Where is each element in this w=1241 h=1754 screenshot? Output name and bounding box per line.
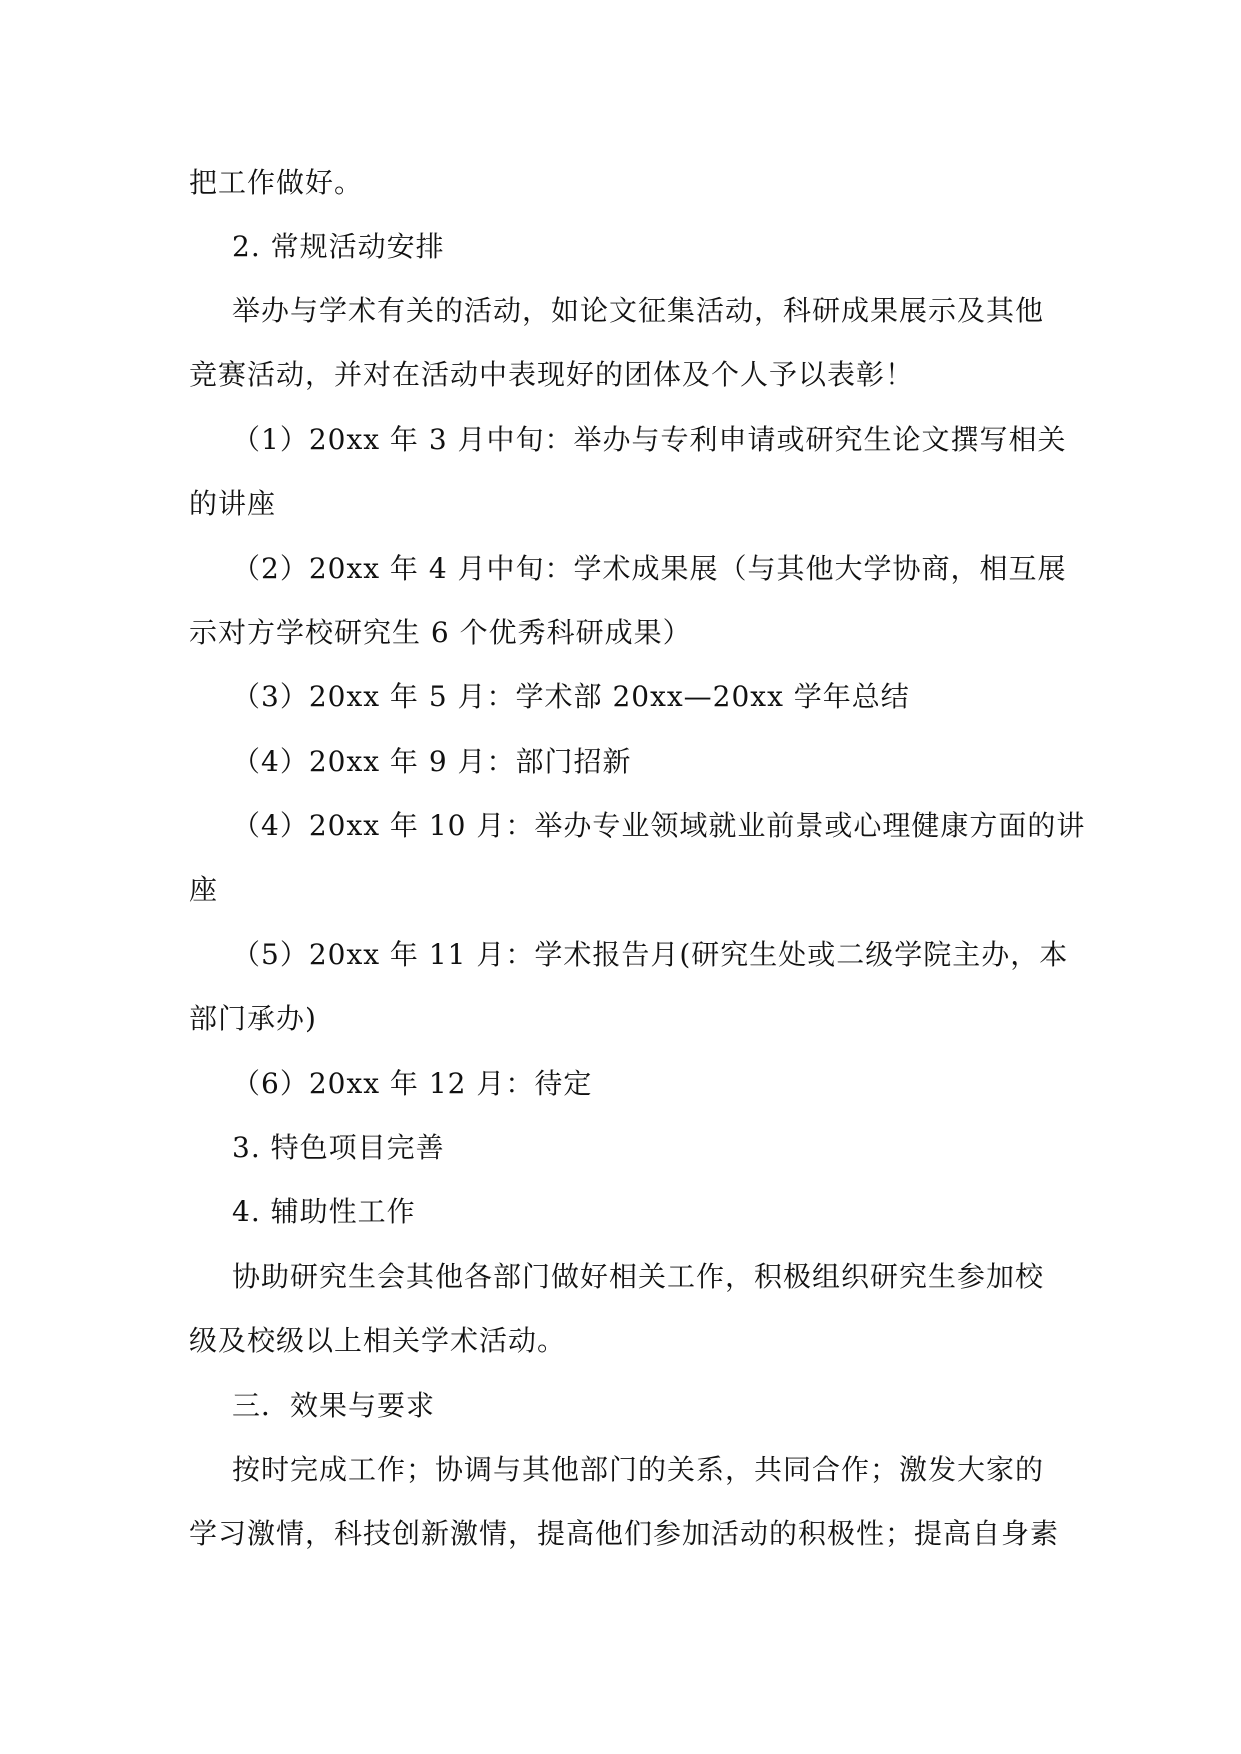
list-item: （2）20xx 年 4 月中旬：学术成果展（与其他大学协商，相互展 xyxy=(232,552,1067,585)
list-item: （1）20xx 年 3 月中旬：举办与专利申请或研究生论文撰写相关 xyxy=(232,423,1067,456)
section-heading: 3. 特色项目完善 xyxy=(232,1131,445,1164)
list-item-continuation: 部门承办) xyxy=(189,1002,317,1035)
paragraph-line: 举办与学术有关的活动，如论文征集活动，科研成果展示及其他 xyxy=(232,294,1045,327)
list-item-continuation: 座 xyxy=(189,873,219,906)
paragraph-line: 协助研究生会其他各部门做好相关工作，积极组织研究生参加校 xyxy=(232,1260,1045,1293)
list-item: （4）20xx 年 9 月：部门招新 xyxy=(232,745,632,778)
list-item: （3）20xx 年 5 月：学术部 20xx—20xx 学年总结 xyxy=(232,680,910,713)
section-heading: 三．效果与要求 xyxy=(232,1389,436,1422)
section-heading: 4. 辅助性工作 xyxy=(232,1195,416,1228)
list-item-continuation: 示对方学校研究生 6 个优秀科研成果） xyxy=(189,616,692,649)
list-item-continuation: 的讲座 xyxy=(189,487,277,520)
paragraph-line: 学习激情，科技创新激情，提高他们参加活动的积极性；提高自身素 xyxy=(189,1517,1060,1550)
section-heading: 2. 常规活动安排 xyxy=(232,230,445,263)
paragraph-line: 按时完成工作；协调与其他部门的关系，共同合作；激发大家的 xyxy=(232,1453,1045,1486)
list-item: （6）20xx 年 12 月：待定 xyxy=(232,1067,593,1100)
paragraph-line: 把工作做好。 xyxy=(189,166,364,199)
list-item: （4）20xx 年 10 月：举办专业领域就业前景或心理健康方面的讲 xyxy=(232,809,1086,842)
paragraph-line: 级及校级以上相关学术活动。 xyxy=(189,1324,567,1357)
list-item: （5）20xx 年 11 月：学术报告月(研究生处或二级学院主办，本 xyxy=(232,938,1069,971)
paragraph-line: 竞赛活动，并对在活动中表现好的团体及个人予以表彰！ xyxy=(189,358,915,391)
